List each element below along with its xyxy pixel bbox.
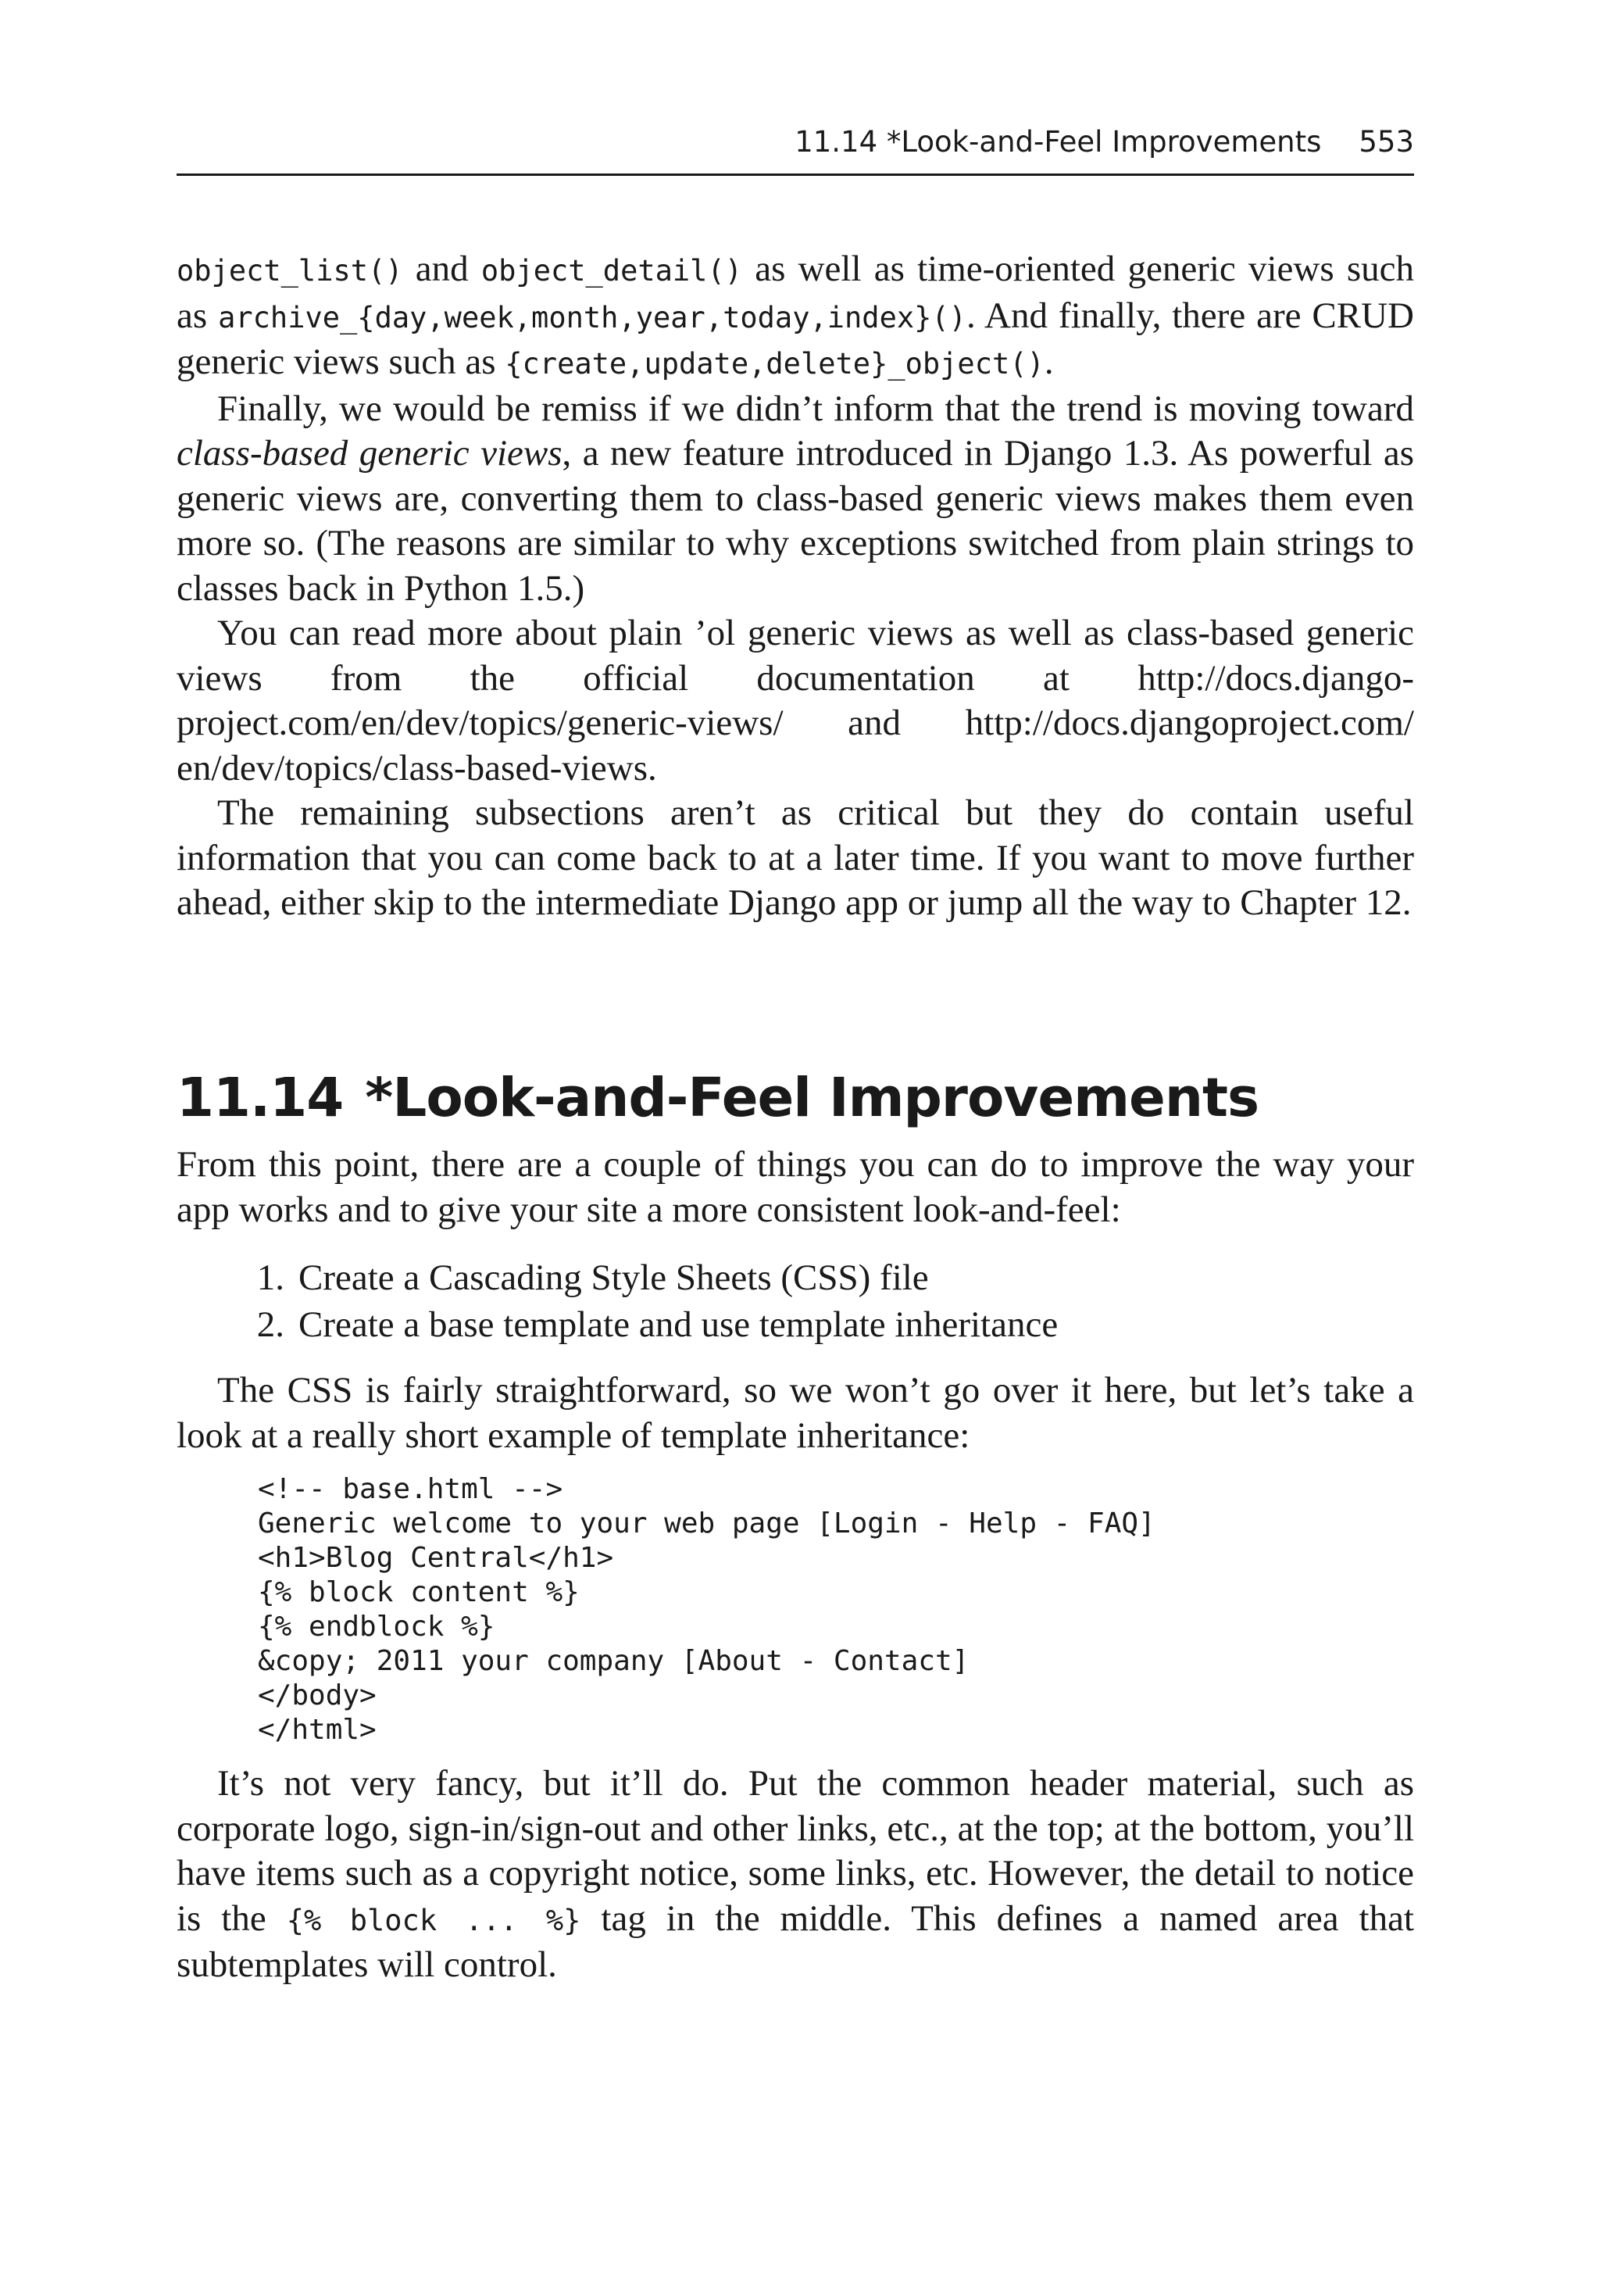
paragraph-class-based-views: Finally, we would be remiss if we didn’t inform that the trend is moving toward class-based generic views, a new feature introduced in Django 1.3. As powerful as generic views are, converting them to class-based generic views makes them even more so. (The reasons are similar to why exceptions switched from plain strings to classes back in Python 1.5.) (177, 388, 1414, 609)
page-number: 553 (1359, 125, 1414, 159)
code-line: {% endblock %} (258, 1611, 495, 1643)
numbered-list (177, 1254, 1414, 1348)
paragraph-intro: From this point, there are a couple of things you can do to improve the way your app works and to give your site a more consistent look-and-feel: (177, 1144, 1414, 1230)
paragraph-generic-views-list: object_list() and object_detail() as well as time-oriented generic views such as archive_{day,week,month,year,today,index}(). And finally, there are CRUD generic views such as {create,update,delete}_object(). (177, 249, 1414, 382)
paragraph-documentation: You can read more about plain ’ol generic views as well as class-based generic views from the official documentation at http://docs.djangoproject.com/en/dev/topics/generic-views/ and http://docs.djangoproject.com/ en/dev/topics/class-based-views. (177, 613, 1414, 789)
paragraph-css-note: The CSS is fairly straightforward, so we won’t go over it here, but let’s take a look at a really short example of template inheritance: (177, 1370, 1414, 1456)
section-title: *Look-and-Feel Improvements (365, 1067, 1259, 1129)
section-heading (177, 1064, 1414, 1132)
code-line: &copy; 2011 your company [About - Contact] (258, 1645, 970, 1677)
running-header (177, 125, 1414, 176)
list-item: 1. Create a Cascading Style Sheets (CSS) file (256, 1257, 929, 1298)
inline-code: archive_{day,week,month,year,today,index}() (218, 300, 966, 334)
code-line: </body> (258, 1679, 377, 1711)
body-text-top (177, 247, 1414, 926)
inline-code: {% block ... %} (286, 1903, 581, 1937)
running-header-title: 11.14 *Look-and-Feel Improvements (795, 125, 1322, 159)
list-item: 2. Create a base template and use template inheritance (256, 1304, 1059, 1345)
code-line: </html> (258, 1714, 377, 1746)
inline-code: object_detail() (480, 254, 743, 288)
emphasis: class-based generic views (177, 433, 562, 474)
inline-code: object_list() (177, 254, 403, 288)
code-line: <!-- base.html --> (258, 1473, 563, 1505)
paragraph-remaining-subsections: The remaining subsections aren’t as critical but they do contain useful information that you can come back to at a later time. If you want to move further ahead, either skip to the intermediate Django app or jump all the way to Chapter 12. (177, 792, 1414, 923)
section-body (177, 1143, 1414, 1988)
code-line: {% block content %} (258, 1576, 580, 1608)
code-line: Generic welcome to your web page [Login - Help - FAQ] (258, 1507, 1155, 1540)
code-line: <h1>Blog Central</h1> (258, 1542, 614, 1574)
code-block (258, 1472, 1414, 1747)
inline-code: {create,update,delete}_object() (505, 347, 1045, 381)
section-number: 11.14 (177, 1067, 344, 1129)
paragraph-block-tag: It’s not very fancy, but it’ll do. Put the common header material, such as corporate logo, sign-in/sign-out and other links, etc., at the top; at the bottom, you’ll have items such as a copyright notice, some links, etc. However, the detail to notice is the {% block ... %} tag in the middle. This defines a named area that subtemplates will control. (177, 1763, 1414, 1985)
